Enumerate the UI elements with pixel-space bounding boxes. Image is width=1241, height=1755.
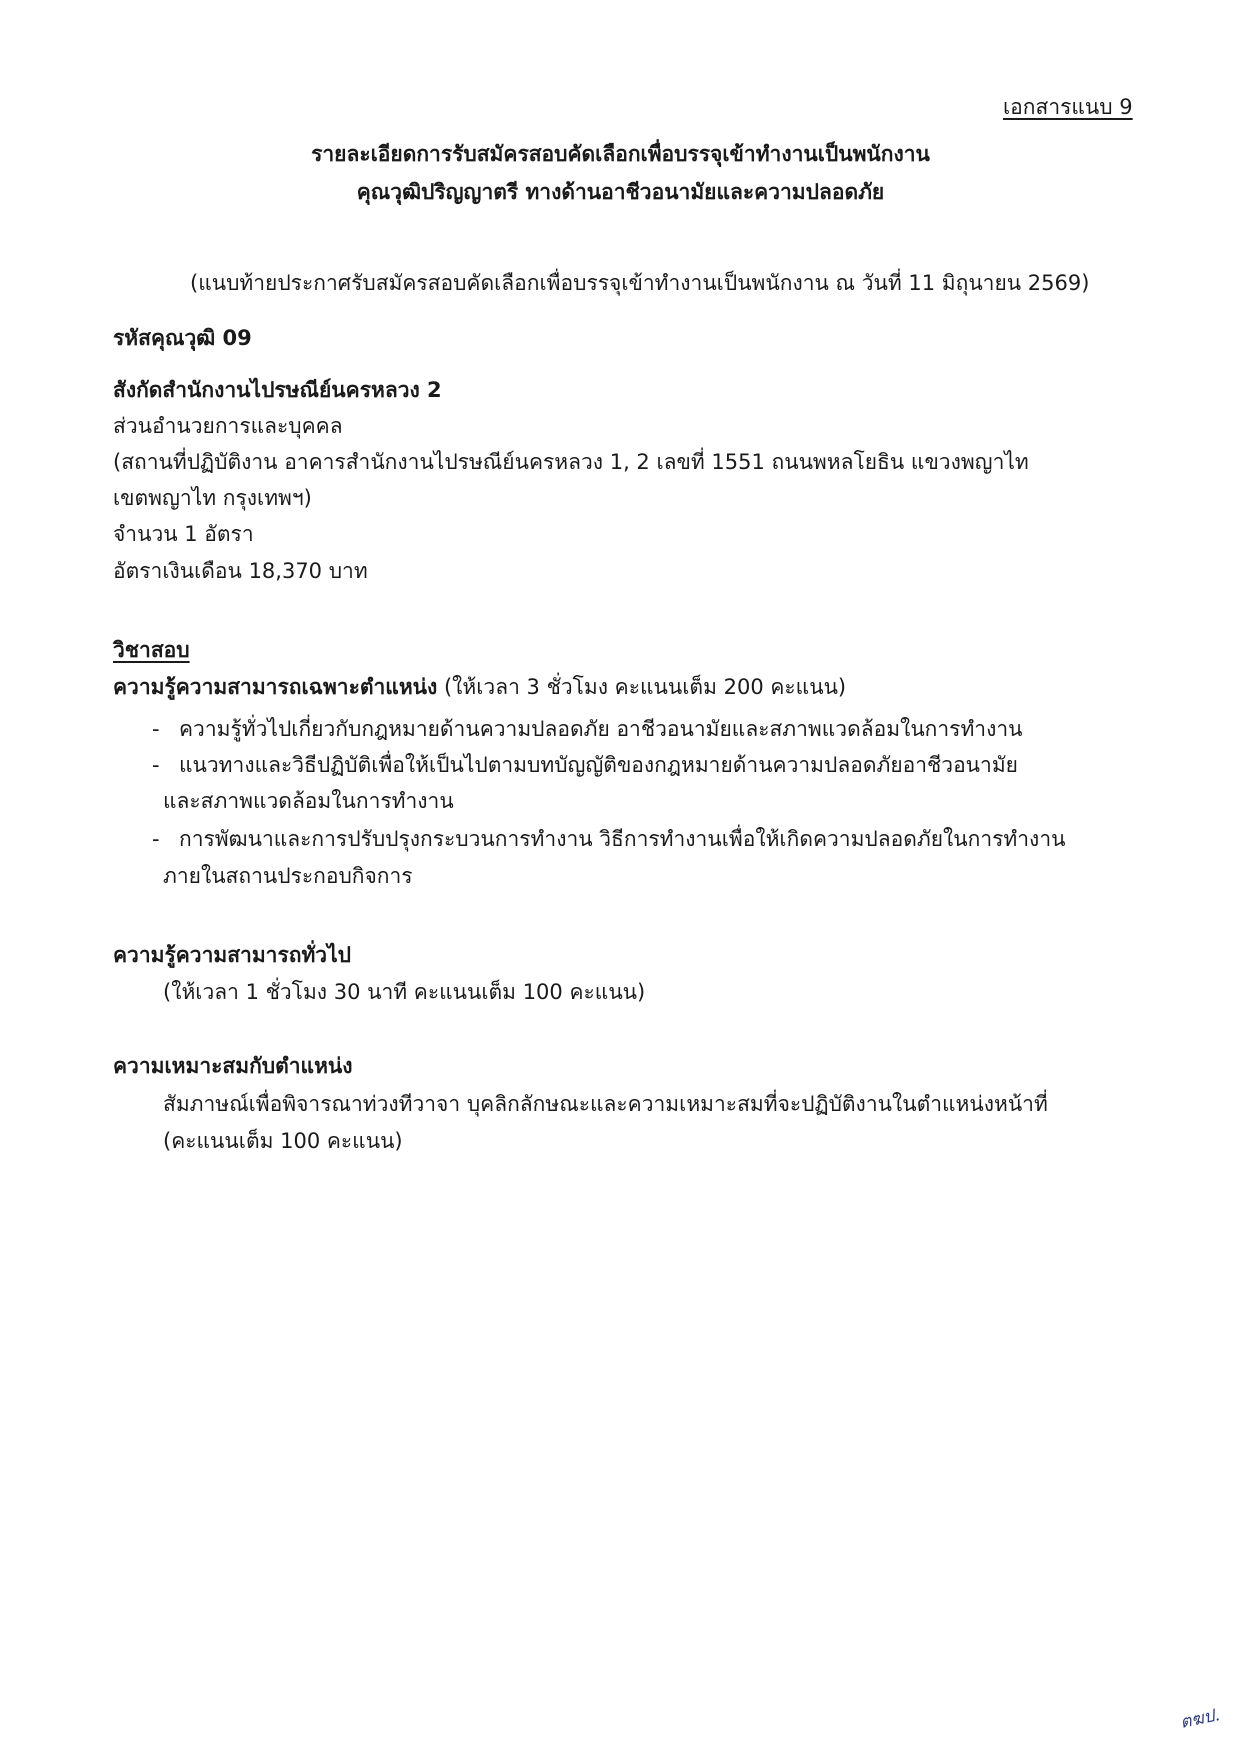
department: สังกัดสำนักงานไปรษณีย์นครหลวง 2 xyxy=(113,378,442,402)
suitability-line-2: (คะแนนเต็ม 100 คะแนน) xyxy=(163,1129,403,1153)
bullet-dash: - xyxy=(152,827,160,851)
title-line-1: รายละเอียดการรับสมัครสอบคัดเลือกเพื่อบรรจุเข้าทำงานเป็นพนักงาน xyxy=(311,142,930,166)
suitability-line-1: สัมภาษณ์เพื่อพิจารณาท่วงทีวาจา บุคลิกลักษณะและความเหมาะสมที่จะปฏิบัติงานในตำแหน่งหน้าที่ xyxy=(163,1092,1048,1116)
specific-exam-title: ความรู้ความสามารถเฉพาะตำแหน่ง xyxy=(113,675,438,699)
specific-exam-note: (ให้เวลา 3 ชั่วโมง คะแนนเต็ม 200 คะแนน) xyxy=(437,675,847,699)
handwritten-initials: ตฆป. xyxy=(1178,1705,1222,1733)
specific-item-1: ความรู้ทั่วไปเกี่ยวกับกฎหมายด้านความปลอดภัย อาชีวอนามัยและสภาพแวดล้อมในการทำงาน xyxy=(179,717,1023,741)
specific-item-3-line-1: การพัฒนาและการปรับปรุงกระบวนการทำงาน วิธีการทำงานเพื่อให้เกิดความปลอดภัยในการทำงาน xyxy=(179,827,1066,851)
specific-exam xyxy=(113,672,846,702)
positions: จำนวน 1 อัตรา xyxy=(113,522,254,546)
section: ส่วนอำนวยการและบุคคล xyxy=(113,414,343,438)
general-exam-title: ความรู้ความสามารถทั่วไป xyxy=(113,943,351,967)
bullet-dash: - xyxy=(152,753,160,777)
qualification-code: รหัสคุณวุฒิ 09 xyxy=(113,326,252,350)
specific-item-2-line-2: และสภาพแวดล้อมในการทำงาน xyxy=(163,789,454,813)
location-line-2: เขตพญาไท กรุงเทพฯ) xyxy=(113,486,312,510)
location-line-1: (สถานที่ปฏิบัติงาน อาคารสำนักงานไปรษณีย์นครหลวง 1, 2 เลขที่ 1551 ถนนพหลโยธิน แขวงพญาไท xyxy=(113,450,1029,474)
specific-item-2-line-1: แนวทางและวิธีปฏิบัติเพื่อให้เป็นไปตามบทบัญญัติของกฎหมายด้านความปลอดภัยอาชีวอนามัย xyxy=(179,753,1018,777)
bullet-dash: - xyxy=(152,717,160,741)
exam-heading: วิชาสอบ xyxy=(113,638,190,662)
attachment-label: เอกสารแนบ 9 xyxy=(1003,95,1133,119)
specific-item-3-line-2: ภายในสถานประกอบกิจการ xyxy=(163,864,413,888)
suitability-title: ความเหมาะสมกับตำแหน่ง xyxy=(113,1054,353,1078)
general-exam-note: (ให้เวลา 1 ชั่วโมง 30 นาที คะแนนเต็ม 100 คะแนน) xyxy=(163,980,646,1004)
subtitle: (แนบท้ายประกาศรับสมัครสอบคัดเลือกเพื่อบรรจุเข้าทำงานเป็นพนักงาน ณ วันที่ 11 มิถุนายน 2569) xyxy=(190,271,1090,295)
title-line-2: คุณวุฒิปริญญาตรี ทางด้านอาชีวอนามัยและความปลอดภัย xyxy=(356,180,885,204)
salary: อัตราเงินเดือน 18,370 บาท xyxy=(113,559,368,583)
